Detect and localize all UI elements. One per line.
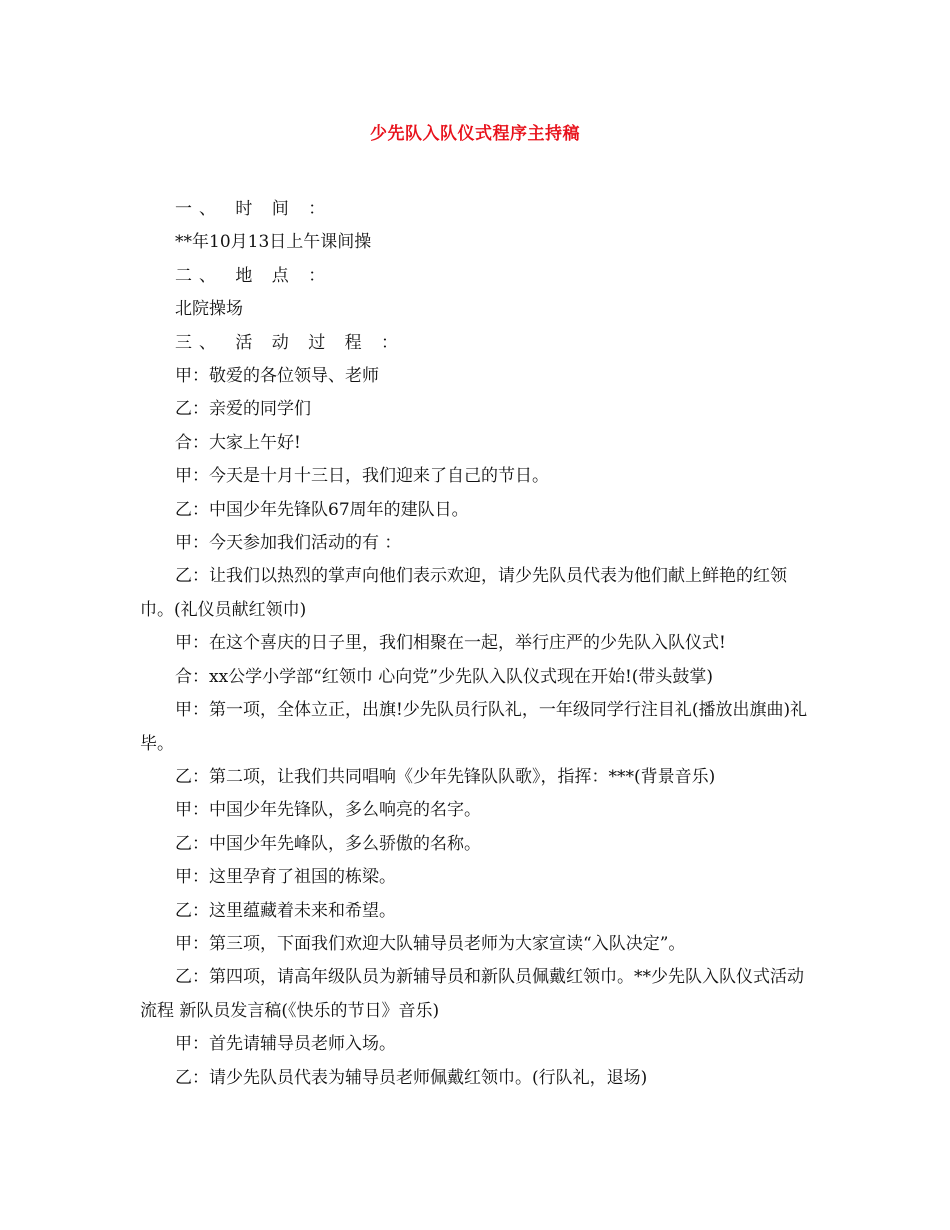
paragraph: 甲：第一项，全体立正，出旗!少先队员行队礼，一年级同学行注目礼(播放出旗曲)礼毕。: [140, 700, 808, 754]
paragraph: 合：xx公学小学部“红领巾 心向党”少先队入队仪式现在开始!(带头鼓掌): [175, 666, 714, 687]
paragraph: 甲：这里孕育了祖国的栋梁。: [175, 867, 396, 888]
paragraph: 乙：这里蕴藏着未来和希望。: [175, 900, 396, 921]
paragraph: 甲：在这个喜庆的日子里，我们相聚在一起，举行庄严的少先队入队仪式!: [175, 633, 726, 654]
paragraph: 乙：亲爱的同学们: [175, 399, 311, 420]
paragraph: 乙：让我们以热烈的掌声向他们表示欢迎，请少先队员代表为他们献上鲜艳的红领巾。(礼仪员献红领巾): [140, 566, 787, 620]
paragraph: 甲：中国少年先锋队，多么响亮的名字。: [175, 800, 481, 821]
paragraph: 甲：首先请辅导员老师入场。: [175, 1034, 396, 1055]
paragraph: 甲：今天是十月十三日，我们迎来了自己的节日。: [175, 466, 549, 487]
section-heading-time: 一、 时 间 ：: [175, 199, 333, 219]
paragraph: 乙：第二项，让我们共同唱响《少年先锋队队歌》，指挥：***(背景音乐): [175, 766, 716, 787]
paragraph: 乙：第四项，请高年级队员为新辅导员和新队员佩戴红领巾。**少先队入队仪式活动流程 新队员发言稿(《快乐的节日》音乐): [140, 967, 804, 1021]
paragraph: 乙：中国少年先峰队，多么骄傲的名称。: [175, 833, 481, 854]
paragraph: 甲：敬爱的各位领导、老师: [175, 366, 379, 387]
paragraph: 甲：今天参加我们活动的有 ：: [175, 533, 402, 554]
paragraph: 甲：第三项，下面我们欢迎大队辅导员老师为大家宣读“入队决定”。: [175, 933, 686, 954]
paragraph-date: **年10月13日上午课间操: [175, 232, 372, 253]
paragraph-location: 北院操场: [175, 299, 243, 320]
section-heading-location: 二、 地 点 ：: [175, 265, 333, 286]
section-heading-process: 三、 活 动 过 程 ：: [175, 332, 406, 353]
paragraph: 合：大家上午好!: [175, 432, 301, 453]
document-title: 少先队入队仪式程序主持稿: [370, 124, 580, 144]
document-body: [140, 193, 820, 1095]
paragraph: 乙：请少先队员代表为辅导员老师佩戴红领巾。(行队礼，退场): [175, 1067, 648, 1088]
paragraph: 乙：中国少年先锋队67周年的建队日。: [175, 499, 469, 520]
